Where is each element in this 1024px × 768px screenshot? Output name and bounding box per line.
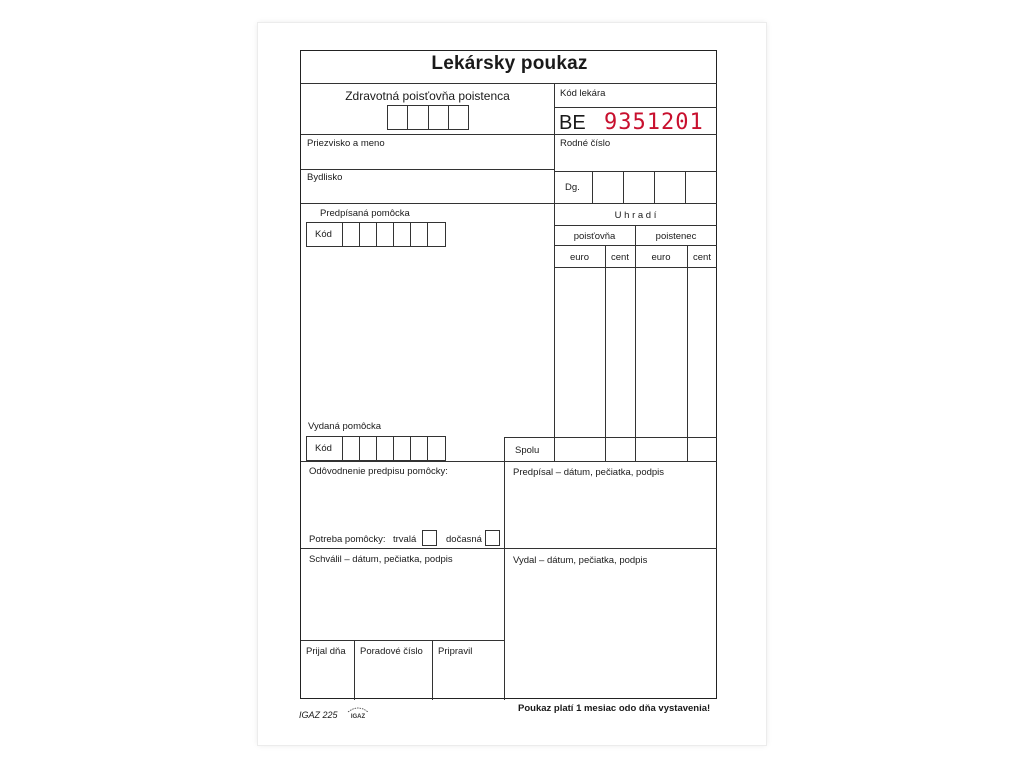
validity-note: Poukaz platí 1 mesiac odo dňa vystavenia! [518,703,711,714]
insured-euro-label: euro [651,252,671,263]
address-label: Bydlisko [307,172,343,183]
doctor-code-number: 9351201 [604,110,704,135]
form-code: IGAZ 225 [299,710,338,720]
form-title: Lekársky poukaz [431,53,588,74]
permanent-checkbox[interactable] [422,530,437,546]
prescribed-by-label: Predpísal – dátum, pečiatka, podpis [513,467,665,478]
dg-label: Dg. [565,182,580,193]
insurer-label: Zdravotná poisťovňa poistenca [345,89,510,103]
total-label: Spolu [515,445,540,456]
temporary-checkbox[interactable] [485,530,500,546]
order-number-label: Poradové číslo [360,646,423,657]
pays-label: U h r a d í [614,210,657,221]
temporary-label: dočasná [446,534,482,545]
medical-voucher-form [300,50,717,699]
doctor-code-prefix: BE [559,112,586,134]
permanent-label: trvalá [393,534,417,545]
insured-column-label: poistenec [655,231,697,242]
prescribed-code-label: Kód [315,229,332,240]
insurer-euro-label: euro [569,252,589,263]
prepared-label: Pripravil [438,646,473,657]
insurer-cent-label: cent [611,252,629,263]
insurer-column-label: poisťovňa [573,231,616,242]
issued-aid-label: Vydaná pomôcka [308,421,382,432]
igaz-logo-text: IGAZ [350,714,366,720]
name-label: Priezvisko a meno [307,138,385,149]
issued-by-label: Vydal – dátum, pečiatka, podpis [513,555,648,566]
received-on-label: Prijal dňa [306,646,346,657]
need-label: Potreba pomôcky: [309,534,386,545]
justification-label: Odôvodnenie predpisu pomôcky: [309,466,448,477]
igaz-logo [345,705,371,720]
prescribed-aid-label: Predpísaná pomôcka [320,208,410,219]
issued-code-label: Kód [315,443,332,454]
doctor-code-label: Kód lekára [560,88,606,99]
birth-number-label: Rodné číslo [560,138,611,149]
approved-by-label: Schválil – dátum, pečiatka, podpis [309,554,453,565]
insured-cent-label: cent [693,252,711,263]
